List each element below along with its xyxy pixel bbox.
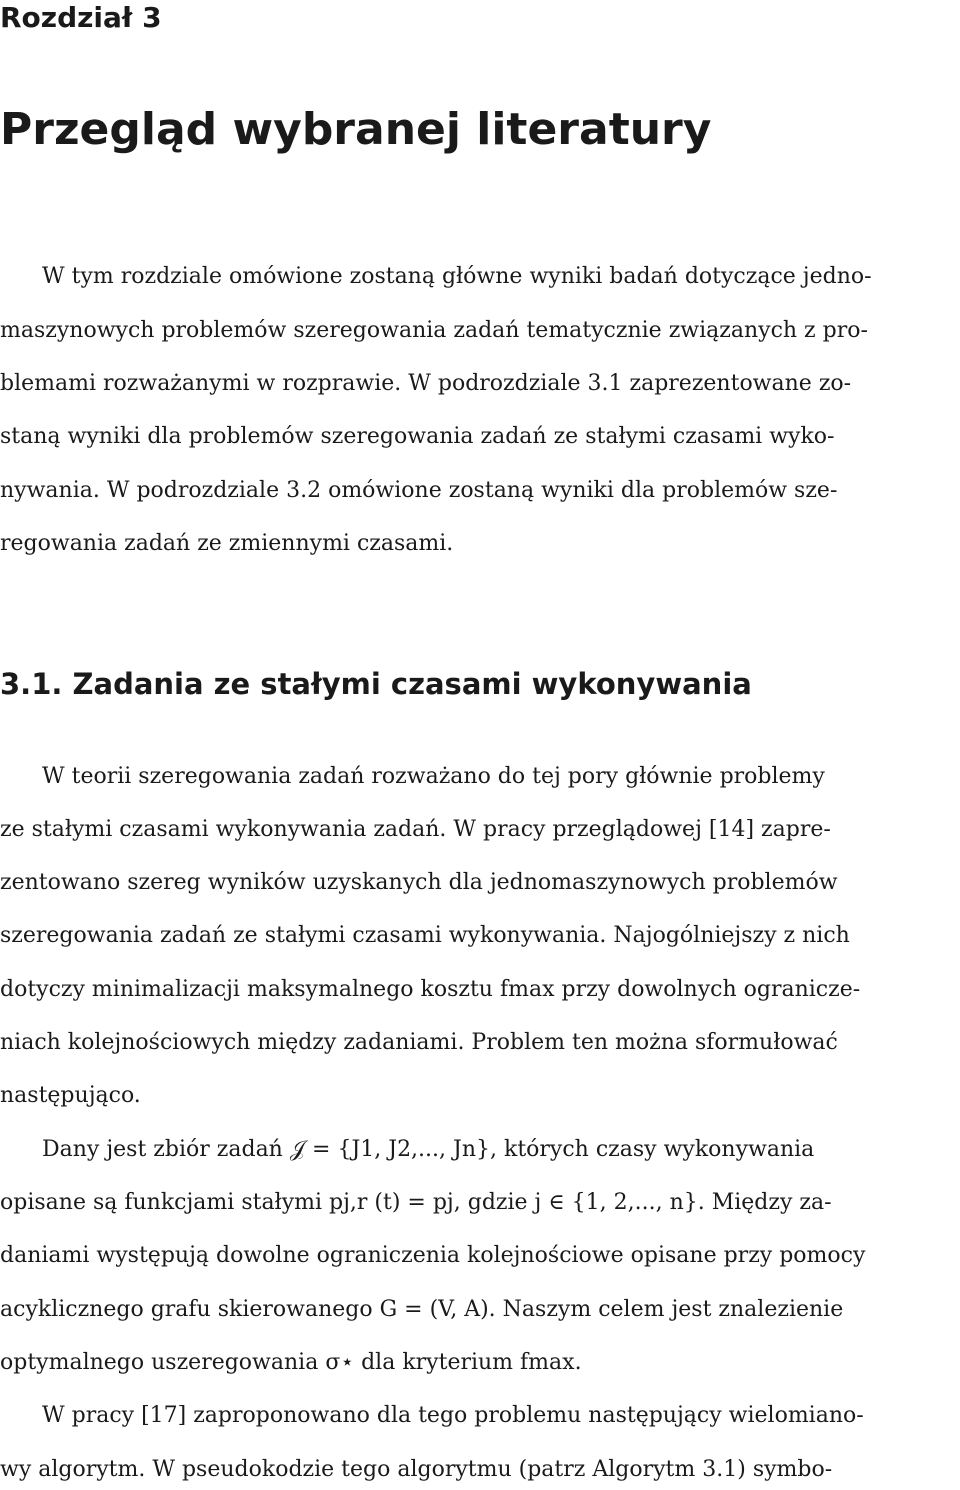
text-line: niach kolejnościowych między zadaniami. Problem ten można sformułować <box>0 1030 838 1055</box>
text-line: optymalnego uszeregowania σ⋆ dla kryterium fmax. <box>0 1350 582 1375</box>
section-heading: 3.1. Zadania ze stałymi czasami wykonywania <box>0 667 752 701</box>
text-line: ze stałymi czasami wykonywania zadań. W pracy przeglądowej [14] zapre- <box>0 817 831 842</box>
text-line: staną wyniki dla problemów szeregowania zadań ze stałymi czasami wyko- <box>0 424 835 449</box>
text-line: acyklicznego grafu skierowanego G = (V, A). Naszym celem jest znalezienie <box>0 1297 844 1322</box>
text-line: dotyczy minimalizacji maksymalnego kosztu fmax przy dowolnych ogranicze- <box>0 977 861 1002</box>
text-line: W teorii szeregowania zadań rozważano do tej pory głównie problemy <box>42 764 825 789</box>
chapter-title: Przegląd wybranej literatury <box>0 104 712 155</box>
text-line: szeregowania zadań ze stałymi czasami wykonywania. Najogólniejszy z nich <box>0 923 850 948</box>
text-line: W tym rozdziale omówione zostaną główne wyniki badań dotyczące jedno- <box>42 264 872 289</box>
text-line: opisane są funkcjami stałymi pj,r (t) = pj, gdzie j ∈ {1, 2,..., n}. Między za- <box>0 1190 832 1215</box>
text-line: następująco. <box>0 1083 141 1108</box>
text-line: wy algorytm. W pseudokodzie tego algorytmu (patrz Algorytm 3.1) symbo- <box>0 1457 833 1482</box>
text-line: maszynowych problemów szeregowania zadań tematycznie związanych z pro- <box>0 318 868 343</box>
text-line: daniami występują dowolne ograniczenia kolejnościowe opisane przy pomocy <box>0 1243 866 1268</box>
text-line: Dany jest zbiór zadań 𝒥 = {J1, J2,..., Jn}, których czasy wykonywania <box>42 1137 815 1162</box>
text-line: W pracy [17] zaproponowano dla tego problemu następujący wielomiano- <box>42 1403 864 1428</box>
text-line: zentowano szereg wyników uzyskanych dla jednomaszynowych problemów <box>0 870 838 895</box>
chapter-label: Rozdział 3 <box>0 1 162 34</box>
text-line: blemami rozważanymi w rozprawie. W podrozdziale 3.1 zaprezentowane zo- <box>0 371 852 396</box>
text-line: regowania zadań ze zmiennymi czasami. <box>0 531 454 556</box>
text-line: nywania. W podrozdziale 3.2 omówione zostaną wyniki dla problemów sze- <box>0 478 838 503</box>
